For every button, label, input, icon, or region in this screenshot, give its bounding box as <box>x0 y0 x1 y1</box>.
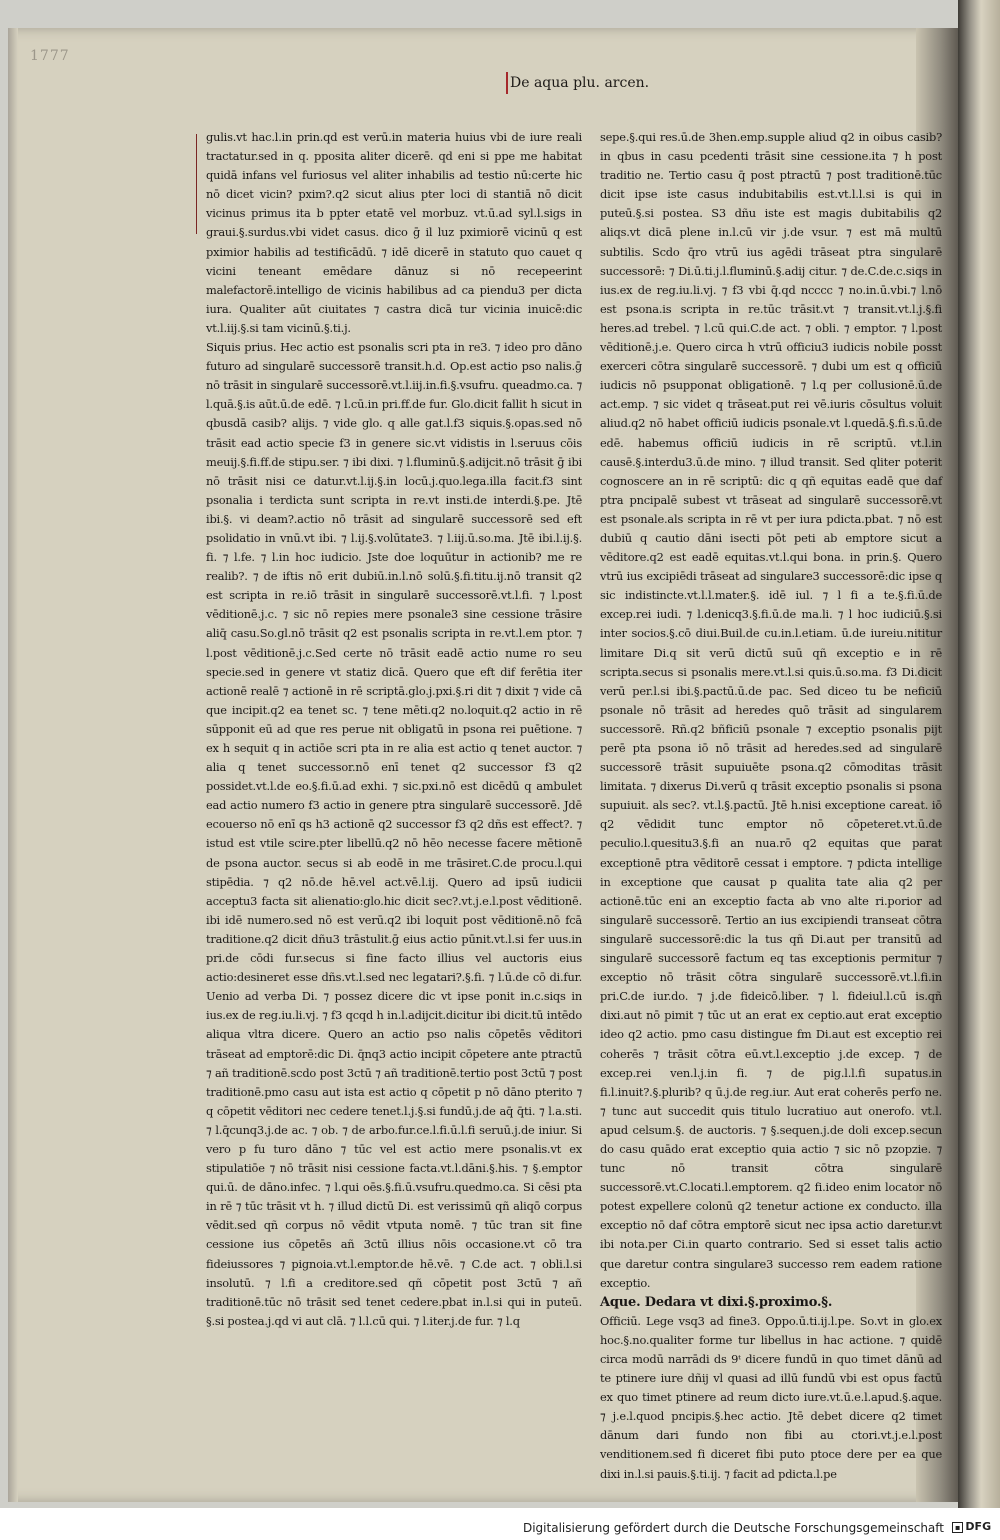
right-column-text-officium: Officiū. Lege vsq3 ad fine3. Oppo.ū.ti.ij.l.pe. So.vt in glo.ex hoc.§.no.qualiter forme tur libellus in hac actione. ⁊ quidē circa modū narrādi ds 9ᵗ dicere fundū in quo timet dānū ad te ptinere iure dñij vl quasi ad illū fundū vbi est opus factū ex quo timet ptinere ad reum dicto iure.vt.ū.e.l.apud.§.aque. ⁊ j.e.l.quod pncipis.§.hec actio. Jtē debet dicere q2 timet dānum dari fundo non fibi au ctori.vt.j.e.l.post venditionem.sed fi diceret fibi puto ptoce dere per ea que dixi in.l.si pauis.§.ti.ij. ⁊ facit ad pdicta.l.pe <box>600 1313 942 1481</box>
dfg-logo-icon: ▪ <box>952 1522 963 1533</box>
left-column <box>206 128 582 1331</box>
right-column <box>600 128 942 1484</box>
gutter-shadow <box>8 28 18 1502</box>
right-column-heading-aque: Aque. Dedara vt dixi.§.proximo.§. <box>600 1294 833 1310</box>
right-column-text: sepe.§.qui res.ū.de 3hen.emp.supple aliud q2 in oibus casib? in qbus in casu pcedenti trāsit sine cessione.ita ⁊ h post traditio ne. Tertio casu q̄ post ptractū ⁊ post traditionē.tūc dicit ipse iste casus indubitabilis est.vt.l.l.si is qui in puteū.§.si postea. S3 dñu iste est magis dubitabilis q2 aliqs.vt dicā plene in.l.cū vir j.de vsur. ⁊ est mā multū subtilis. Scdo q̄ro vtrū ius agēdi trāseat ptra singularē successorē: ⁊ Di.ū.ti.j.l.fluminū.§.adij citur. ⁊ de.C.de.c.siqs in ius.ex de reg.iu.li.vj. ⁊ f3 vbi q̄.qd ncccc ⁊ no.in.ū.vbi.⁊ l.nō est psona.is scripta in re.tūc trāsit.vt ⁊ transit.vt.l.j.§.fi heres.ad trebel. ⁊ l.cū qui.C.de act. ⁊ obli. ⁊ emptor. ⁊ l.post vēditionē.j.e. Quero circa h vtrū officiu3 iudicis nobile posst exerceri cōtra singularē successorē. ⁊ dubi um est q officiū iudicis nō psupponat obligationē. ⁊ l.q per collusionē.ū.de act.emp. ⁊ sic videt q trāseat.put rei vē.iuris cōsultus voluit aliud.q2 nō habet officiū iudicis psonale.vt l.quedā.§.fi.s.ū.de edē. habemus officiū iudicis in rē scriptū. vt.l.in causē.§.interdu3.ū.de mino. ⁊ illud transit. Sed qliter poterit cognoscere an in rē scriptū: dic q qñ equitas eadē que daf ptra pncipalē subest vt trāseat ad singularē successorē.vt est psonale.als scripta in rē vt per iura pdicta.pbat. ⁊ nō est dubiū q cautio dāni isecti pōt peti ab emptore sicut a vēditore.q2 est eadē equitas.vt.l.qui bona. in prin.§. Quero vtrū ius excipiēdi trāseat ad singulare3 successorē:dic ipse q sic indistincte.vt.l.l.mater.§. idē iul. ⁊ l fi a te.§.fi.ū.de excep.rei iudi. ⁊ l.denicq3.§.fi.ū.de ma.li. ⁊ l hoc iudiciū.§.si inter socios.§.cō diui.Buil.de cu.in.l.etiam. ū.de iureiu.nititur limitare Di.q sit verū dictū suū qñ exceptio e in rē scripta.secus si psonalis mere.vt.l.si quis.ū.so.ma. f3 Di.dicit verū per.l.si ibi.§.pactū.ū.de pac. Sed diceo tu be neficiū psonale nō trāsit ad heredes quō trāsit ad singularem successorē. Rñ.q2 bñficiū psonale ⁊ exceptio psonalis pijt perē pta psona iō nō trāsit ad heredes.sed ad singularē successorē trāsit supuiuēte psona.q2 cōmoditas trāsit limitata. ⁊ dixerus Di.verū q trāsit exceptio psonalis si psona supuiuit. als sec?. vt.l.§.pactū. Jtē h.nisi exceptione careat. iō q2 vēdidit tunc emptor nō cōpeteret.vt.ū.de peculio.l.quesitu3.§.fi an nua.rō q2 equitas que parat exceptionē ptra vēditorē cessat i emptore. ⁊ pdicta intellige in exceptione que causat p qualita tate alia q2 per actionē.tūc eni an exceptio facta ab vno alte ri.porior ad singularē successorē. Tertio an ius excipiendi transeat cōtra singularē successorē:dic la tus qñ Di.aut per transitū ad singularē successorē factum eq tas exceptionis permitur ⁊ exceptio nō trāsit cōtra singularē successorē.vt.l.fi.in pri.C.de iur.do. ⁊ j.de fideicō.liber. ⁊ l. fideiul.l.cū is.qñ dixi.aut nō pimit ⁊ tūc ut an erat ex ceptio.aut erat exceptio ideo q2 actio. pmo casu distingue fm Di.aut est exceptio rei coherēs ⁊ trāsit cōtra eū.vt.l.exceptio j.de excep. ⁊ de excep.rei ven.l.j.in fi. ⁊ de pig.l.l.fi supatus.in fi.l.inuit?.§.plurib? q ū.j.de reg.iur. Aut erat coherēs perfo ne. ⁊ tunc aut succedit quis titulo lucratiuo aut onerofo. vt.l. apud celsum.§. de auctoris. ⁊ §.sequen.j.de doli excep.secun do casu quādo erat exceptio quia actio ⁊ sic nō pzopzie. ⁊ tunc nō transit cōtra singularē successorē.vt.C.locati.l.emptorem. q2 fi.ideo enim locator nō potest expellere colonū q2 tenetur actione ex conducto. illa exceptio nō daf cōtra emptorē sicut nec ipsa actio daretur.vt ibi nota.per Ci.in quarto contrario. Sed si esset talis actio que daretur contra singulare3 successo rem eadem ratione exceptio. <box>600 130 942 1290</box>
left-column-text-siquis: Siquis prius. Hec actio est psonalis scri pta in re3. ⁊ ideo pro dāno futuro ad singularē successorē transit.h.d. Op.est actio pso nalis.ḡ nō trāsit in singularē successorē.vt.l.iij.in.fi.§.vsufru. queadmo.ca. ⁊ l.quā.§.is aūt.ū.de edē. ⁊ l.cū.in pri.ff.de fur. Glo.dicit fallit h sicut in qbusdā casib? alijs. ⁊ vide glo. q alle gat.l.f3 siquis.§.opas.sed nō trāsit ead actio specie f3 in genere sic.vt vidistis in l.seruus cōis meuij.§.fi.ff.de stipu.ser. ⁊ ibi dixi. ⁊ l.fluminū.§.adijcit.nō trāsit ḡ ibi nō trāsit nisi ce datur.vt.l.ij.§.in locū.j.quo.lega.illa facit.f3 sint psonalia i terdicta sunt scripta in re.vt insti.de interdi.§.pe. Jtē ibi.§. vi deam?.actio nō trāsit ad singularē successorē sed eft psolidatio in vnū.vt ibi. ⁊ l.ij.§.volūtate3. ⁊ l.iij.ū.so.ma. Jtē ibi.l.ij.§. fi. ⁊ l.fe. ⁊ l.in hoc iudicio. Jste doe loquūtur in actionib? me re realib?. ⁊ de iftis nō erit dubiū.in.l.nō solū.§.fi.titu.ij.nō transit q2 est scripta in re.iō trāsit in singularē successorē.vt.l.fi. ⁊ l.post vēditionē.j.c. ⁊ sic nō repies mere psonale3 sine cessione trāsire aliq̄ casu.So.gl.nō trāsit q2 est psonalis scripta in re.vt.l.em ptor. ⁊ l.post vēditionē.j.c.Sed certe nō trāsit eadē actio nume ro seu specie.sed in genere vt statiz dicā. Quero que eft dif ferētia iter actionē realē ⁊ actionē in rē scriptā.glo.j.pxi.§.ri dit ⁊ dixit ⁊ vide cā que incipit.q2 ea tenet sc. ⁊ tene mēti.q2 no.loquit.q2 actio in rē sūpponit eū ad que res perue nit obligatū in psona rei puētione. ⁊ ex h sequit q in actiōe scri pta in re alia est actio q tenet auctor. ⁊ alia q tenet successor.nō enī tenet q2 successor f3 q2 possidet.vt.l.de eo.§.fi.ū.ad exhi. ⁊ sic.pxi.nō est dicēdū q ambulet ead actio numero f3 actio in genere ptra singularē successorē. Jdē ecouerso nō enī qs h3 actionē q2 successor f3 q2 dñs est effect?. ⁊ istud est vtile scire.pter libellū.q2 nō hēo necesse facere mētionē de psona auctor. secus si ab eodē in me trāsiret.C.de procu.l.qui stipēdia. ⁊ q2 nō.de hē.vel act.vē.l.ij. Quero ad ipsū iudicii acceptu3 facta sit alienatio:glo.hic dicit sec?.vt.j.e.l.post vēditionē. ibi idē numero.sed nō est verū.q2 ibi loquit post vēditionē.nō fcā traditione.q2 dicit dñu3 trāstulit.ḡ eius actio pūnit.vt.l.si fer uus.in pri.de cōdi fur.secus si fine facto illius vel auctoris eius actio:desineret esse dñs.vt.l.sed nec legatari?.§.fi. ⁊ l.ū.de cō di.fur. Uenio ad verba Di. ⁊ possez dicere dic vt ipse ponit in.c.siqs in ius.ex de reg.iu.li.vj. ⁊ f3 qcqd h in.l.adijcit.dicitur ibi dicit.tū intēdo aliqua vltra dicere. Quero an actio pso nalis cōpetēs vēditori trāseat ad emptorē:dic Di. q̄nq3 actio incipit cōpetere ante ptractū ⁊ añ traditionē.scdo post 3ctū ⁊ añ traditionē.tertio post 3ctū ⁊ post traditionē.pmo casu aut ista est actio q cōpetit p nō dāno pterito ⁊ q cōpetit vēditori nec cedere tenet.l.j.§.si fundū.j.de aq̄ q̄ti. ⁊ l.a.sti. ⁊ l.q̄cunq3.j.de ac. ⁊ ob. ⁊ de arbo.fur.ce.l.fi.ū.l.fi seruū.j.de iniur. Si vero p fu turo dāno ⁊ tūc vel est actio mere psonalis.vt ex stipulatiōe ⁊ nō trāsit nisi cessione facta.vt.l.dāni.§.his. ⁊ §.emptor qui.ū. de dāno.infec. ⁊ l.qui oēs.§.fi.ū.vsufru.quedmo.ca. Si cēsi pta in rē ⁊ tūc trāsit vt h. ⁊ illud dictū Di. est verissimū qñ aliqō corpus vēdit.sed qñ corpus nō vēdit vtputa nomē. ⁊ tūc tran sit fine cessione ius cōpetēs añ 3ctū illius nōis occasione.vt cō tra fideiussores ⁊ pignoia.vt.l.emptor.de hē.vē. ⁊ C.de act. ⁊ obli.l.si insolutū. ⁊ l.fi a creditore.sed qñ cōpetit post 3ctū ⁊ añ traditionē.tūc nō trāsit sed tenet cedere.pbat in.l.si qui in puteū. §.si postea.j.qd vi aut clā. ⁊ l.l.cū qui. ⁊ l.iter.j.de fur. ⁊ l.q <box>206 340 582 1328</box>
adjacent-page-edge <box>958 0 1000 1508</box>
manuscript-margin-line <box>196 134 198 234</box>
footer-credit: Digitalisierung gefördert durch die Deutsche Forschungsgemeinschaft <box>522 1521 944 1535</box>
dfg-logo <box>952 1520 992 1534</box>
left-column-text: gulis.vt hac.l.in prin.qd est verū.in materia huius vbi de iure reali tractatur.sed in q. pposita aliter dicerē. qd eni si ppe me habitat quidā infans vel furiosus vel aliter inhabilis ad testio nū:certe hic nō dicet vicin? pxim?.q2 sicut alius pter loci di stantiā nō dicit vicinus primus ita b ppter etatē vel morbuz. vt.ū.ad syl.l.sigs in graui.§.surdus.vbi videt casus. dico ḡ il luz pximiorē vicinū q est pximior habilis ad testificādū. ⁊ idē dicerē in statuto quo cauet q vicini teneant emēdare dānuz si nō recepeerint malefactorē.intelligo de vicinis habilibus ad ca piendu3 per dicta iura. Qualiter aūt ciuitates ⁊ castra dicā tur vicinia inuicē:dic vt.l.iij.§.si tam vicinū.§.ti.j. <box>206 130 582 335</box>
folio-mark: 1777 <box>30 48 70 64</box>
dfg-logo-text: DFG <box>965 1520 992 1533</box>
running-head: De aqua plu. arcen. <box>510 75 650 91</box>
